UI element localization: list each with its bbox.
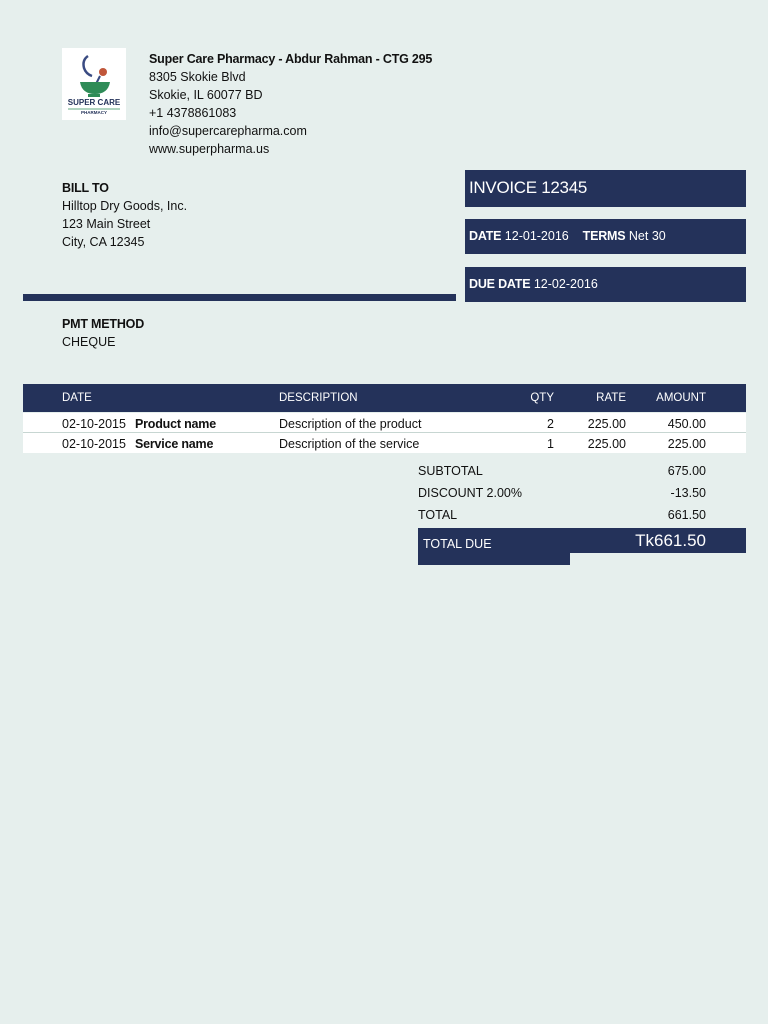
row-date: 02-10-2015 — [62, 437, 126, 451]
bill-to-name: Hilltop Dry Goods, Inc. — [62, 199, 188, 213]
invoice-due-block — [465, 267, 746, 302]
bill-to-label: BILL TO — [62, 181, 109, 195]
company-email: info@supercarepharma.com — [149, 124, 307, 138]
bill-to-section — [62, 179, 187, 251]
row-rate: 225.00 — [587, 437, 626, 451]
total-value: 661.50 — [667, 508, 706, 522]
invoice-date-block — [465, 219, 746, 254]
payment-method: CHEQUE — [62, 335, 116, 349]
company-logo — [62, 48, 126, 120]
company-website: www.superpharma.us — [149, 142, 270, 156]
invoice-due-label: DUE DATE — [469, 277, 531, 291]
invoice-date-label: DATE — [469, 229, 502, 243]
bill-to-city: City, CA 12345 — [62, 235, 145, 249]
invoice-terms-label: TERMS — [582, 229, 626, 243]
company-phone: +1 4378861083 — [149, 106, 237, 120]
row-qty: 1 — [547, 437, 554, 451]
row-description: Description of the service — [279, 437, 420, 451]
total-label: TOTAL — [418, 508, 458, 522]
section-divider — [23, 294, 456, 301]
header-qty: QTY — [530, 392, 554, 404]
company-address-line2: Skokie, IL 60077 BD — [149, 88, 263, 102]
invoice-title-block — [465, 170, 746, 207]
row-date: 02-10-2015 — [62, 417, 126, 431]
subtotal-label: SUBTOTAL — [418, 464, 483, 478]
row-item: Product name — [135, 417, 216, 431]
payment-label: PMT METHOD — [62, 317, 145, 331]
discount-value: -13.50 — [670, 486, 706, 500]
row-qty: 2 — [547, 417, 554, 431]
header-amount: AMOUNT — [656, 392, 706, 404]
svg-text:PHARMACY: PHARMACY — [80, 110, 108, 115]
row-rate: 225.00 — [587, 417, 626, 431]
header-rate: RATE — [596, 392, 626, 404]
invoice-title: INVOICE 12345 — [469, 178, 587, 197]
invoice-due-date: 12-02-2016 — [533, 277, 598, 291]
invoice-date: 12-01-2016 — [504, 229, 569, 243]
total-due-block — [418, 528, 746, 553]
invoice-terms: Net 30 — [628, 229, 666, 243]
mortar-pestle-icon — [62, 48, 126, 120]
table-row — [23, 413, 746, 433]
company-name: Super Care Pharmacy - Abdur Rahman - CTG 295 — [149, 52, 433, 66]
header-date: DATE — [62, 392, 92, 404]
table-row — [23, 433, 746, 453]
row-item: Service name — [135, 437, 214, 451]
discount-label: DISCOUNT 2.00% — [418, 486, 522, 500]
company-address-line1: 8305 Skokie Blvd — [149, 70, 246, 84]
company-info — [149, 50, 432, 158]
row-description: Description of the product — [279, 417, 422, 431]
header-description: DESCRIPTION — [279, 392, 358, 404]
subtotal-value: 675.00 — [667, 464, 706, 478]
svg-text:SUPER CARE: SUPER CARE — [67, 98, 121, 107]
total-due-amount: Tk661.50 — [635, 531, 706, 550]
total-due-underline — [418, 553, 570, 565]
total-due-label: TOTAL DUE — [423, 537, 492, 551]
payment-section — [62, 315, 144, 351]
bill-to-street: 123 Main Street — [62, 217, 151, 231]
row-amount: 225.00 — [667, 437, 706, 451]
row-amount: 450.00 — [667, 417, 706, 431]
items-table-header — [23, 384, 746, 412]
